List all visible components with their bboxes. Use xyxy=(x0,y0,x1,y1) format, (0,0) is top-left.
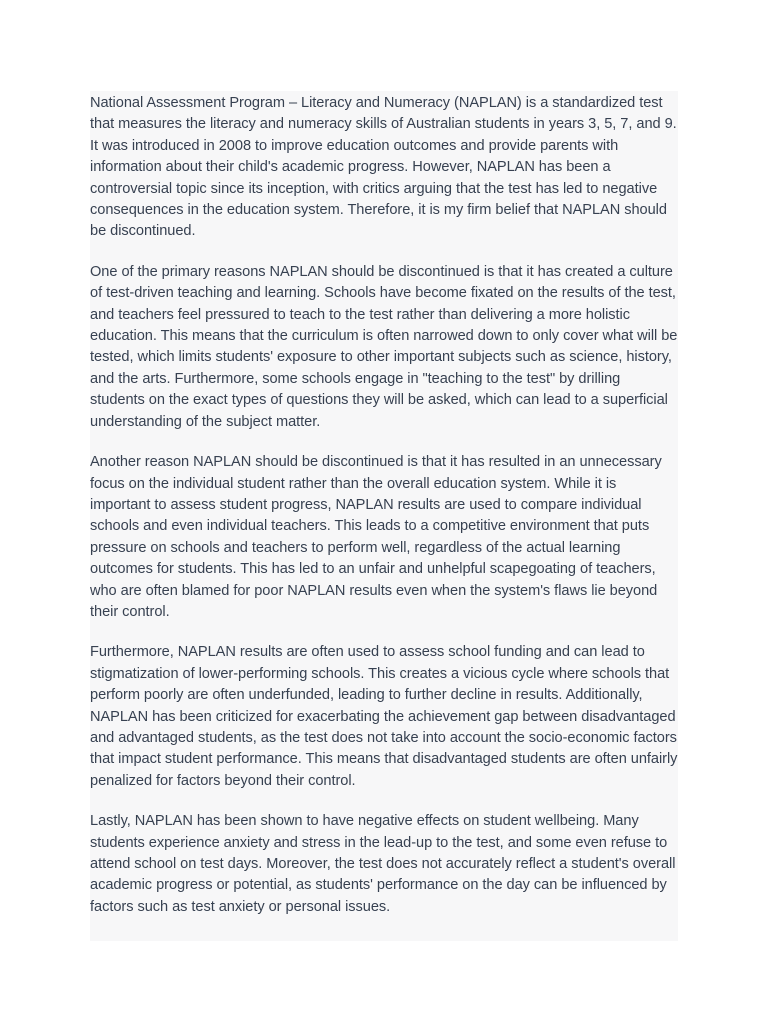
paragraph-individual-focus: Another reason NAPLAN should be discontinued is that it has resulted in an unnecessary focus on the individual student rather than the overall education system. While it is important to assess student progress, NAPLAN results are used to compare individual schools and even individual teachers. This leads to a competitive environment that puts pressure on schools and teachers to perform well, regardless of the actual learning outcomes for students. This has led to an unfair and unhelpful scapegoating of teachers, who are often blamed for poor NAPLAN results even when the system's flaws lie beyond their control. xyxy=(90,454,662,620)
paragraph-introduction: National Assessment Program – Literacy and Numeracy (NAPLAN) is a standardized test that measures the literacy and numeracy skills of Australian students in years 3, 5, 7, and 9. It was introduced in 2008 to improve education outcomes and provide parents with information about their child's academic progress. However, NAPLAN has been a controversial topic since its inception, with critics arguing that the test has led to negative consequences in the education system. Therefore, it is my firm belief that NAPLAN should be discontinued. xyxy=(90,95,677,240)
paragraph-student-wellbeing: Lastly, NAPLAN has been shown to have negative effects on student wellbeing. Many students experience anxiety and stress in the lead-up to the test, and some even refuse to attend school on test days. Moreover, the test does not accurately reflect a student's overall academic progress or potential, as students' performance on the day can be influenced by factors such as test anxiety or personal issues. xyxy=(90,813,676,915)
essay-text-block xyxy=(90,91,678,941)
paragraph-funding-stigma: Furthermore, NAPLAN results are often used to assess school funding and can lead to stigmatization of lower-performing schools. This creates a vicious cycle where schools that perform poorly are often underfunded, leading to further decline in results. Additionally, NAPLAN has been criticized for exacerbating the achievement gap between disadvantaged and advantaged students, as the test does not take into account the socio-economic factors that impact student performance. This means that disadvantaged students are often unfairly penalized for factors beyond their control. xyxy=(90,644,678,789)
paragraph-test-driven-teaching: One of the primary reasons NAPLAN should be discontinued is that it has created a culture of test-driven teaching and learning. Schools have become fixated on the results of the test, and teachers feel pressured to teach to the test rather than delivering a more holistic education. This means that the curriculum is often narrowed down to only cover what will be tested, which limits students' exposure to other important subjects such as science, history, and the arts. Furthermore, some schools engage in "teaching to the test" by drilling students on the exact types of questions they will be asked, which can lead to a superficial understanding of the subject matter. xyxy=(90,263,678,430)
